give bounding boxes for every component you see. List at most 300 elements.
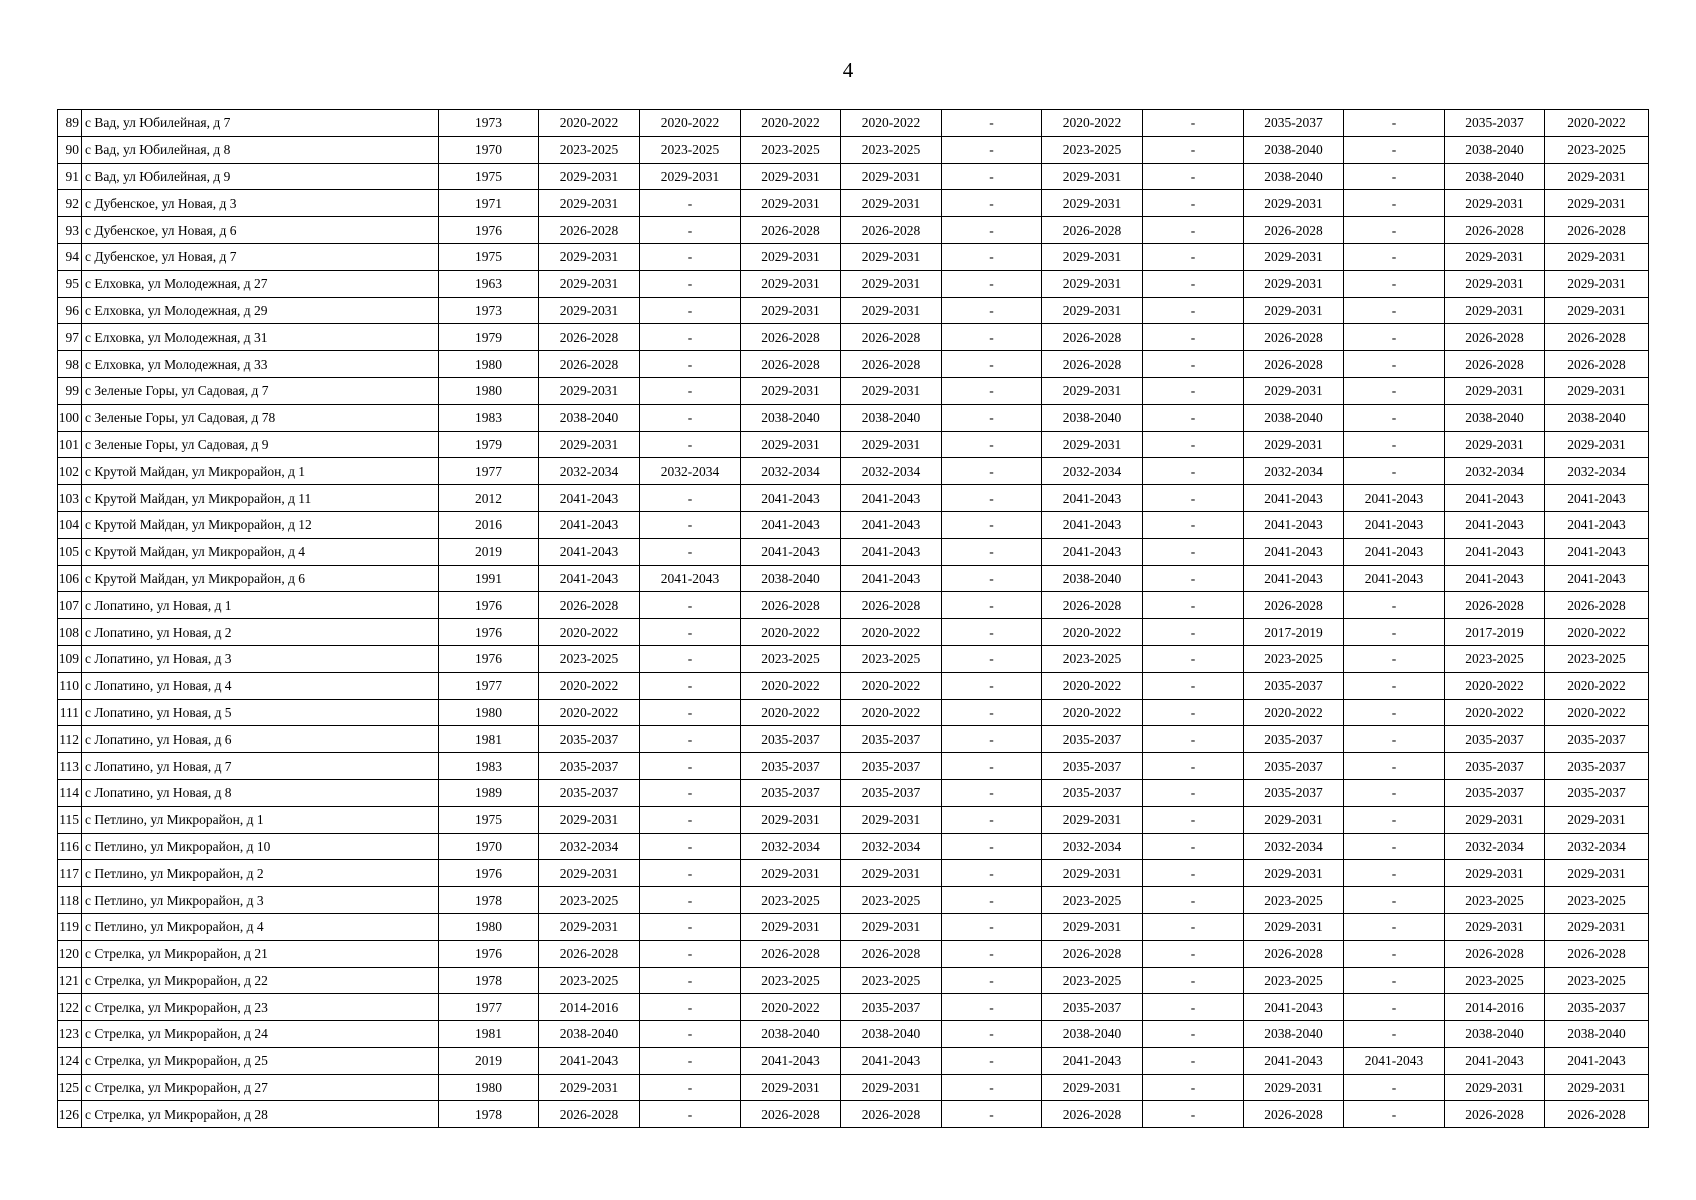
period-cell-5: - xyxy=(942,324,1042,351)
table-row xyxy=(58,619,1649,646)
period-cell-4: 2038-2040 xyxy=(841,1021,942,1048)
table-row xyxy=(58,887,1649,914)
period-cell-8: 2026-2028 xyxy=(1244,217,1344,244)
period-cell-9: - xyxy=(1344,458,1445,485)
row-number-cell: 99 xyxy=(58,377,82,404)
period-cell-6: 2029-2031 xyxy=(1042,1074,1143,1101)
address-cell: с Стрелка, ул Микрорайон, д 25 xyxy=(82,1047,439,1074)
period-cell-6: 2026-2028 xyxy=(1042,592,1143,619)
period-cell-1: 2041-2043 xyxy=(539,565,640,592)
period-cell-9: - xyxy=(1344,351,1445,378)
row-number-cell: 94 xyxy=(58,243,82,270)
period-cell-6: 2020-2022 xyxy=(1042,672,1143,699)
address-cell: с Дубенское, ул Новая, д 6 xyxy=(82,217,439,244)
period-cell-3: 2041-2043 xyxy=(741,511,841,538)
period-cell-7: - xyxy=(1143,887,1244,914)
period-cell-3: 2041-2043 xyxy=(741,485,841,512)
period-cell-5: - xyxy=(942,645,1042,672)
period-cell-2: - xyxy=(640,887,741,914)
period-cell-9: - xyxy=(1344,243,1445,270)
period-cell-2: - xyxy=(640,297,741,324)
address-cell: с Вад, ул Юбилейная, д 9 xyxy=(82,163,439,190)
year-built-cell: 1975 xyxy=(439,806,539,833)
period-cell-7: - xyxy=(1143,270,1244,297)
period-cell-4: 2020-2022 xyxy=(841,619,942,646)
period-cell-11: 2041-2043 xyxy=(1545,485,1649,512)
repair-schedule-table xyxy=(57,109,1649,1128)
period-cell-3: 2038-2040 xyxy=(741,404,841,431)
address-cell: с Лопатино, ул Новая, д 1 xyxy=(82,592,439,619)
period-cell-8: 2032-2034 xyxy=(1244,833,1344,860)
period-cell-11: 2029-2031 xyxy=(1545,270,1649,297)
period-cell-2: - xyxy=(640,1101,741,1128)
period-cell-2: - xyxy=(640,270,741,297)
period-cell-3: 2023-2025 xyxy=(741,136,841,163)
period-cell-2: 2032-2034 xyxy=(640,458,741,485)
period-cell-6: 2038-2040 xyxy=(1042,404,1143,431)
period-cell-5: - xyxy=(942,511,1042,538)
period-cell-8: 2038-2040 xyxy=(1244,404,1344,431)
period-cell-10: 2026-2028 xyxy=(1445,1101,1545,1128)
period-cell-6: 2029-2031 xyxy=(1042,270,1143,297)
period-cell-4: 2020-2022 xyxy=(841,672,942,699)
row-number-cell: 125 xyxy=(58,1074,82,1101)
period-cell-7: - xyxy=(1143,511,1244,538)
row-number-cell: 98 xyxy=(58,351,82,378)
period-cell-2: - xyxy=(640,404,741,431)
table-row xyxy=(58,753,1649,780)
period-cell-11: 2035-2037 xyxy=(1545,753,1649,780)
period-cell-4: 2020-2022 xyxy=(841,699,942,726)
address-cell: с Елховка, ул Молодежная, д 33 xyxy=(82,351,439,378)
address-cell: с Лопатино, ул Новая, д 4 xyxy=(82,672,439,699)
period-cell-3: 2020-2022 xyxy=(741,672,841,699)
period-cell-5: - xyxy=(942,806,1042,833)
period-cell-5: - xyxy=(942,270,1042,297)
year-built-cell: 1977 xyxy=(439,672,539,699)
period-cell-5: - xyxy=(942,887,1042,914)
period-cell-6: 2029-2031 xyxy=(1042,190,1143,217)
table-body xyxy=(58,110,1649,1128)
period-cell-8: 2038-2040 xyxy=(1244,1021,1344,1048)
row-number-cell: 117 xyxy=(58,860,82,887)
period-cell-7: - xyxy=(1143,619,1244,646)
period-cell-10: 2026-2028 xyxy=(1445,324,1545,351)
period-cell-7: - xyxy=(1143,297,1244,324)
year-built-cell: 1979 xyxy=(439,431,539,458)
period-cell-3: 2029-2031 xyxy=(741,243,841,270)
period-cell-9: - xyxy=(1344,190,1445,217)
period-cell-5: - xyxy=(942,592,1042,619)
period-cell-9: - xyxy=(1344,806,1445,833)
row-number-cell: 110 xyxy=(58,672,82,699)
period-cell-10: 2023-2025 xyxy=(1445,645,1545,672)
address-cell: с Лопатино, ул Новая, д 6 xyxy=(82,726,439,753)
period-cell-7: - xyxy=(1143,485,1244,512)
period-cell-6: 2032-2034 xyxy=(1042,833,1143,860)
address-cell: с Лопатино, ул Новая, д 8 xyxy=(82,779,439,806)
period-cell-8: 2026-2028 xyxy=(1244,592,1344,619)
period-cell-1: 2029-2031 xyxy=(539,270,640,297)
address-cell: с Лопатино, ул Новая, д 3 xyxy=(82,645,439,672)
period-cell-1: 2023-2025 xyxy=(539,645,640,672)
period-cell-5: - xyxy=(942,404,1042,431)
period-cell-2: 2041-2043 xyxy=(640,565,741,592)
year-built-cell: 1991 xyxy=(439,565,539,592)
address-cell: с Елховка, ул Молодежная, д 29 xyxy=(82,297,439,324)
period-cell-3: 2032-2034 xyxy=(741,458,841,485)
period-cell-1: 2029-2031 xyxy=(539,860,640,887)
period-cell-11: 2029-2031 xyxy=(1545,806,1649,833)
period-cell-4: 2041-2043 xyxy=(841,511,942,538)
period-cell-5: - xyxy=(942,753,1042,780)
period-cell-7: - xyxy=(1143,538,1244,565)
period-cell-11: 2029-2031 xyxy=(1545,431,1649,458)
period-cell-3: 2026-2028 xyxy=(741,1101,841,1128)
period-cell-6: 2020-2022 xyxy=(1042,699,1143,726)
table-row xyxy=(58,243,1649,270)
period-cell-3: 2020-2022 xyxy=(741,110,841,137)
period-cell-4: 2029-2031 xyxy=(841,190,942,217)
table-row xyxy=(58,110,1649,137)
period-cell-11: 2029-2031 xyxy=(1545,297,1649,324)
table-row xyxy=(58,1101,1649,1128)
period-cell-6: 2026-2028 xyxy=(1042,1101,1143,1128)
period-cell-7: - xyxy=(1143,967,1244,994)
address-cell: с Дубенское, ул Новая, д 3 xyxy=(82,190,439,217)
period-cell-3: 2020-2022 xyxy=(741,699,841,726)
period-cell-7: - xyxy=(1143,136,1244,163)
period-cell-5: - xyxy=(942,538,1042,565)
period-cell-9: - xyxy=(1344,860,1445,887)
period-cell-8: 2023-2025 xyxy=(1244,645,1344,672)
period-cell-1: 2041-2043 xyxy=(539,485,640,512)
year-built-cell: 1976 xyxy=(439,217,539,244)
period-cell-7: - xyxy=(1143,833,1244,860)
period-cell-8: 2041-2043 xyxy=(1244,485,1344,512)
period-cell-9: - xyxy=(1344,833,1445,860)
period-cell-3: 2026-2028 xyxy=(741,940,841,967)
period-cell-3: 2023-2025 xyxy=(741,887,841,914)
period-cell-11: 2020-2022 xyxy=(1545,110,1649,137)
period-cell-10: 2029-2031 xyxy=(1445,1074,1545,1101)
table-row xyxy=(58,324,1649,351)
address-cell: с Петлино, ул Микрорайон, д 2 xyxy=(82,860,439,887)
year-built-cell: 1980 xyxy=(439,351,539,378)
row-number-cell: 126 xyxy=(58,1101,82,1128)
period-cell-9: - xyxy=(1344,645,1445,672)
period-cell-3: 2023-2025 xyxy=(741,967,841,994)
period-cell-3: 2041-2043 xyxy=(741,1047,841,1074)
row-number-cell: 102 xyxy=(58,458,82,485)
year-built-cell: 1971 xyxy=(439,190,539,217)
period-cell-6: 2029-2031 xyxy=(1042,431,1143,458)
table-row xyxy=(58,377,1649,404)
period-cell-4: 2029-2031 xyxy=(841,243,942,270)
table-row xyxy=(58,351,1649,378)
period-cell-4: 2023-2025 xyxy=(841,967,942,994)
period-cell-11: 2026-2028 xyxy=(1545,592,1649,619)
row-number-cell: 96 xyxy=(58,297,82,324)
period-cell-9: - xyxy=(1344,619,1445,646)
period-cell-1: 2035-2037 xyxy=(539,753,640,780)
page-number: 4 xyxy=(842,58,854,82)
period-cell-3: 2026-2028 xyxy=(741,351,841,378)
period-cell-4: 2029-2031 xyxy=(841,270,942,297)
period-cell-4: 2041-2043 xyxy=(841,1047,942,1074)
period-cell-4: 2023-2025 xyxy=(841,136,942,163)
period-cell-7: - xyxy=(1143,994,1244,1021)
period-cell-8: 2035-2037 xyxy=(1244,672,1344,699)
period-cell-2: - xyxy=(640,940,741,967)
period-cell-1: 2023-2025 xyxy=(539,887,640,914)
period-cell-4: 2035-2037 xyxy=(841,726,942,753)
row-number-cell: 107 xyxy=(58,592,82,619)
period-cell-10: 2014-2016 xyxy=(1445,994,1545,1021)
period-cell-5: - xyxy=(942,136,1042,163)
period-cell-2: - xyxy=(640,619,741,646)
year-built-cell: 1978 xyxy=(439,1101,539,1128)
table-row xyxy=(58,404,1649,431)
period-cell-1: 2020-2022 xyxy=(539,619,640,646)
table-row xyxy=(58,592,1649,619)
period-cell-8: 2029-2031 xyxy=(1244,297,1344,324)
period-cell-10: 2041-2043 xyxy=(1445,485,1545,512)
period-cell-2: - xyxy=(640,377,741,404)
table-row xyxy=(58,431,1649,458)
period-cell-11: 2026-2028 xyxy=(1545,940,1649,967)
period-cell-6: 2023-2025 xyxy=(1042,136,1143,163)
period-cell-5: - xyxy=(942,699,1042,726)
period-cell-1: 2026-2028 xyxy=(539,324,640,351)
period-cell-9: 2041-2043 xyxy=(1344,511,1445,538)
period-cell-2: - xyxy=(640,243,741,270)
period-cell-7: - xyxy=(1143,404,1244,431)
period-cell-10: 2029-2031 xyxy=(1445,431,1545,458)
period-cell-11: 2026-2028 xyxy=(1545,351,1649,378)
period-cell-7: - xyxy=(1143,592,1244,619)
period-cell-11: 2029-2031 xyxy=(1545,163,1649,190)
year-built-cell: 1976 xyxy=(439,592,539,619)
period-cell-9: - xyxy=(1344,913,1445,940)
row-number-cell: 116 xyxy=(58,833,82,860)
period-cell-9: - xyxy=(1344,699,1445,726)
period-cell-7: - xyxy=(1143,753,1244,780)
table-row xyxy=(58,833,1649,860)
period-cell-9: - xyxy=(1344,404,1445,431)
period-cell-2: 2029-2031 xyxy=(640,163,741,190)
period-cell-3: 2020-2022 xyxy=(741,619,841,646)
period-cell-8: 2041-2043 xyxy=(1244,538,1344,565)
period-cell-5: - xyxy=(942,994,1042,1021)
period-cell-1: 2038-2040 xyxy=(539,404,640,431)
row-number-cell: 97 xyxy=(58,324,82,351)
period-cell-6: 2029-2031 xyxy=(1042,243,1143,270)
table-row xyxy=(58,779,1649,806)
period-cell-1: 2041-2043 xyxy=(539,511,640,538)
period-cell-6: 2029-2031 xyxy=(1042,163,1143,190)
period-cell-4: 2032-2034 xyxy=(841,458,942,485)
period-cell-3: 2020-2022 xyxy=(741,994,841,1021)
period-cell-11: 2032-2034 xyxy=(1545,833,1649,860)
period-cell-3: 2038-2040 xyxy=(741,565,841,592)
period-cell-10: 2020-2022 xyxy=(1445,672,1545,699)
period-cell-4: 2020-2022 xyxy=(841,110,942,137)
period-cell-7: - xyxy=(1143,377,1244,404)
address-cell: с Вад, ул Юбилейная, д 8 xyxy=(82,136,439,163)
period-cell-8: 2041-2043 xyxy=(1244,1047,1344,1074)
schedule-table-wrapper xyxy=(57,109,1647,1128)
address-cell: с Крутой Майдан, ул Микрорайон, д 12 xyxy=(82,511,439,538)
period-cell-2: - xyxy=(640,860,741,887)
period-cell-10: 2041-2043 xyxy=(1445,1047,1545,1074)
period-cell-3: 2029-2031 xyxy=(741,270,841,297)
period-cell-7: - xyxy=(1143,324,1244,351)
period-cell-1: 2020-2022 xyxy=(539,699,640,726)
period-cell-6: 2029-2031 xyxy=(1042,297,1143,324)
period-cell-7: - xyxy=(1143,217,1244,244)
period-cell-1: 2023-2025 xyxy=(539,136,640,163)
period-cell-2: - xyxy=(640,672,741,699)
period-cell-2: - xyxy=(640,190,741,217)
table-row xyxy=(58,967,1649,994)
period-cell-8: 2035-2037 xyxy=(1244,110,1344,137)
table-row xyxy=(58,163,1649,190)
period-cell-9: - xyxy=(1344,1101,1445,1128)
period-cell-8: 2041-2043 xyxy=(1244,511,1344,538)
period-cell-4: 2026-2028 xyxy=(841,351,942,378)
year-built-cell: 2016 xyxy=(439,511,539,538)
row-number-cell: 120 xyxy=(58,940,82,967)
period-cell-11: 2026-2028 xyxy=(1545,1101,1649,1128)
period-cell-6: 2035-2037 xyxy=(1042,753,1143,780)
period-cell-10: 2041-2043 xyxy=(1445,511,1545,538)
year-built-cell: 1975 xyxy=(439,243,539,270)
row-number-cell: 101 xyxy=(58,431,82,458)
period-cell-11: 2026-2028 xyxy=(1545,217,1649,244)
period-cell-3: 2038-2040 xyxy=(741,1021,841,1048)
period-cell-10: 2026-2028 xyxy=(1445,592,1545,619)
period-cell-11: 2023-2025 xyxy=(1545,887,1649,914)
period-cell-5: - xyxy=(942,672,1042,699)
row-number-cell: 103 xyxy=(58,485,82,512)
address-cell: с Стрелка, ул Микрорайон, д 22 xyxy=(82,967,439,994)
period-cell-11: 2041-2043 xyxy=(1545,1047,1649,1074)
table-row xyxy=(58,565,1649,592)
row-number-cell: 114 xyxy=(58,779,82,806)
year-built-cell: 2019 xyxy=(439,1047,539,1074)
period-cell-8: 2029-2031 xyxy=(1244,913,1344,940)
period-cell-7: - xyxy=(1143,1074,1244,1101)
period-cell-7: - xyxy=(1143,190,1244,217)
address-cell: с Крутой Майдан, ул Микрорайон, д 1 xyxy=(82,458,439,485)
period-cell-6: 2023-2025 xyxy=(1042,967,1143,994)
year-built-cell: 2019 xyxy=(439,538,539,565)
table-row xyxy=(58,699,1649,726)
period-cell-4: 2023-2025 xyxy=(841,645,942,672)
row-number-cell: 121 xyxy=(58,967,82,994)
period-cell-10: 2029-2031 xyxy=(1445,190,1545,217)
period-cell-5: - xyxy=(942,967,1042,994)
year-built-cell: 1973 xyxy=(439,110,539,137)
period-cell-10: 2032-2034 xyxy=(1445,833,1545,860)
year-built-cell: 1975 xyxy=(439,163,539,190)
period-cell-4: 2041-2043 xyxy=(841,485,942,512)
period-cell-9: - xyxy=(1344,994,1445,1021)
table-row xyxy=(58,270,1649,297)
period-cell-10: 2035-2037 xyxy=(1445,110,1545,137)
period-cell-9: - xyxy=(1344,110,1445,137)
period-cell-3: 2035-2037 xyxy=(741,779,841,806)
row-number-cell: 115 xyxy=(58,806,82,833)
table-row xyxy=(58,136,1649,163)
period-cell-10: 2029-2031 xyxy=(1445,270,1545,297)
period-cell-3: 2029-2031 xyxy=(741,806,841,833)
period-cell-1: 2038-2040 xyxy=(539,1021,640,1048)
period-cell-6: 2038-2040 xyxy=(1042,1021,1143,1048)
period-cell-6: 2038-2040 xyxy=(1042,565,1143,592)
period-cell-2: - xyxy=(640,753,741,780)
row-number-cell: 105 xyxy=(58,538,82,565)
period-cell-7: - xyxy=(1143,806,1244,833)
period-cell-6: 2035-2037 xyxy=(1042,726,1143,753)
period-cell-1: 2026-2028 xyxy=(539,351,640,378)
period-cell-7: - xyxy=(1143,431,1244,458)
period-cell-8: 2020-2022 xyxy=(1244,699,1344,726)
period-cell-4: 2026-2028 xyxy=(841,592,942,619)
period-cell-8: 2023-2025 xyxy=(1244,967,1344,994)
period-cell-7: - xyxy=(1143,672,1244,699)
period-cell-6: 2041-2043 xyxy=(1042,511,1143,538)
period-cell-6: 2023-2025 xyxy=(1042,887,1143,914)
address-cell: с Дубенское, ул Новая, д 7 xyxy=(82,243,439,270)
year-built-cell: 1983 xyxy=(439,753,539,780)
address-cell: с Стрелка, ул Микрорайон, д 23 xyxy=(82,994,439,1021)
row-number-cell: 90 xyxy=(58,136,82,163)
address-cell: с Зеленые Горы, ул Садовая, д 7 xyxy=(82,377,439,404)
address-cell: с Стрелка, ул Микрорайон, д 21 xyxy=(82,940,439,967)
period-cell-2: - xyxy=(640,699,741,726)
period-cell-8: 2029-2031 xyxy=(1244,1074,1344,1101)
table-row xyxy=(58,806,1649,833)
period-cell-4: 2035-2037 xyxy=(841,753,942,780)
period-cell-1: 2035-2037 xyxy=(539,779,640,806)
period-cell-7: - xyxy=(1143,1101,1244,1128)
period-cell-9: - xyxy=(1344,377,1445,404)
period-cell-11: 2029-2031 xyxy=(1545,377,1649,404)
period-cell-11: 2026-2028 xyxy=(1545,324,1649,351)
period-cell-6: 2041-2043 xyxy=(1042,485,1143,512)
period-cell-1: 2029-2031 xyxy=(539,431,640,458)
year-built-cell: 1976 xyxy=(439,645,539,672)
period-cell-10: 2029-2031 xyxy=(1445,377,1545,404)
period-cell-7: - xyxy=(1143,860,1244,887)
table-row xyxy=(58,1021,1649,1048)
period-cell-11: 2038-2040 xyxy=(1545,1021,1649,1048)
period-cell-1: 2032-2034 xyxy=(539,458,640,485)
row-number-cell: 124 xyxy=(58,1047,82,1074)
period-cell-4: 2029-2031 xyxy=(841,163,942,190)
row-number-cell: 108 xyxy=(58,619,82,646)
address-cell: с Вад, ул Юбилейная, д 7 xyxy=(82,110,439,137)
period-cell-9: - xyxy=(1344,672,1445,699)
period-cell-8: 2023-2025 xyxy=(1244,887,1344,914)
period-cell-3: 2035-2037 xyxy=(741,753,841,780)
period-cell-5: - xyxy=(942,833,1042,860)
table-row xyxy=(58,672,1649,699)
period-cell-5: - xyxy=(942,110,1042,137)
period-cell-9: - xyxy=(1344,163,1445,190)
